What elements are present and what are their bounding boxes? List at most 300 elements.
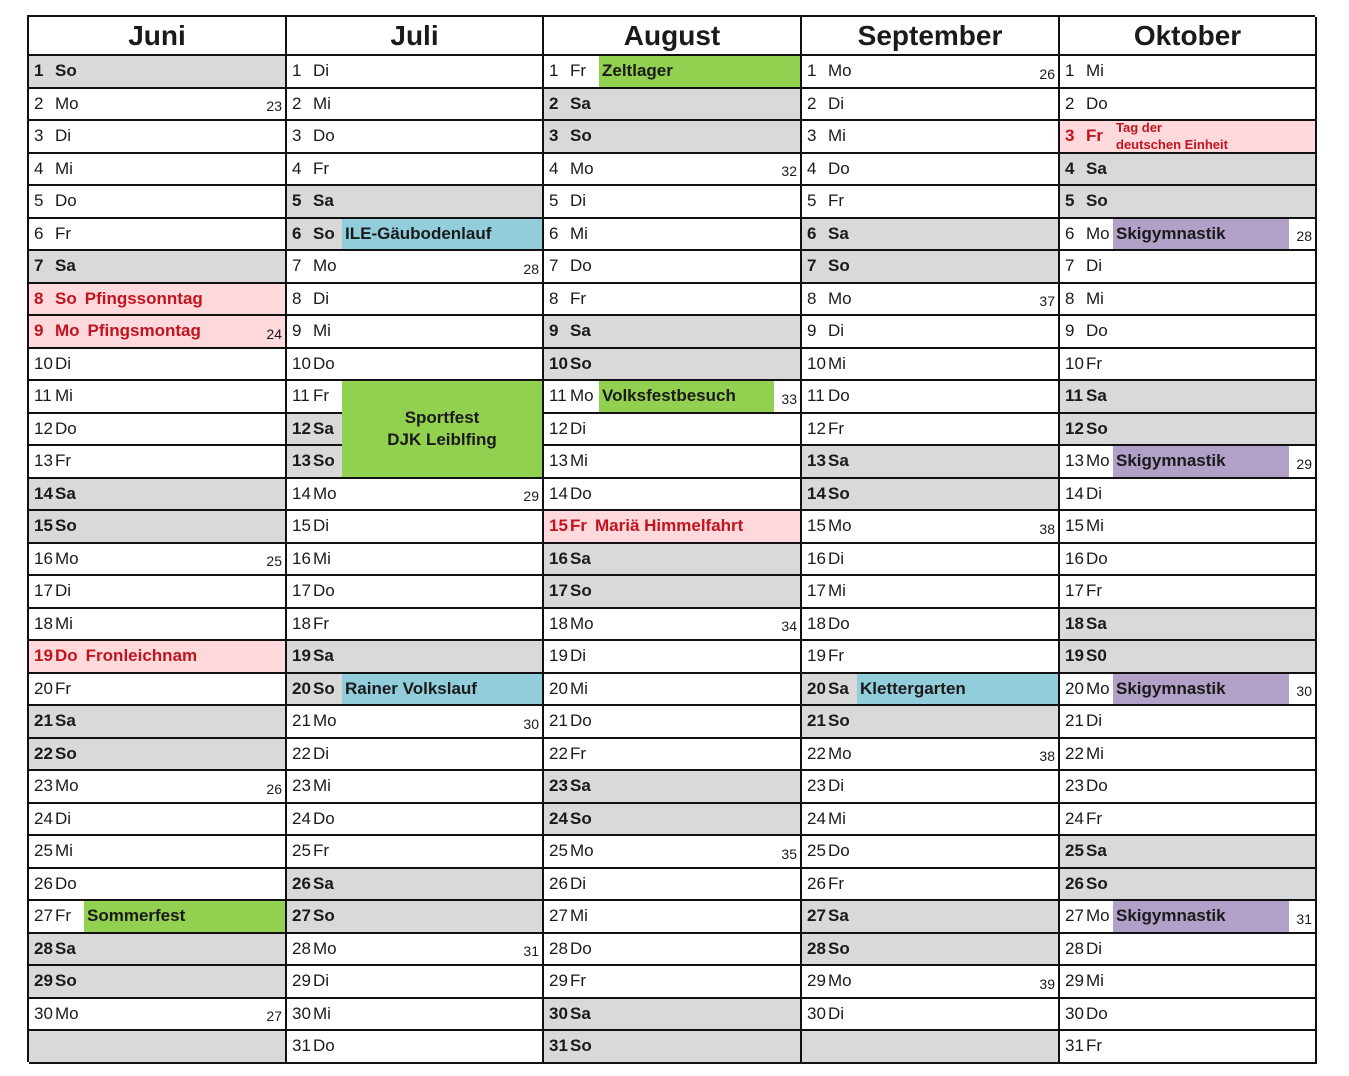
day-cell[interactable]: [29, 414, 287, 447]
day-name: Mi: [570, 223, 588, 243]
day-cell[interactable]: [29, 609, 287, 642]
day-cell[interactable]: [29, 999, 287, 1032]
day-cell[interactable]: [287, 804, 544, 837]
day-cell[interactable]: [544, 869, 802, 902]
week-number: 30: [523, 715, 539, 732]
day-cell[interactable]: [287, 674, 544, 707]
day-name: Do: [313, 1036, 335, 1056]
day-cell[interactable]: [287, 89, 544, 122]
day-cell[interactable]: [287, 739, 544, 772]
day-cell[interactable]: [1060, 771, 1317, 804]
day-name: So: [55, 288, 77, 308]
day-number: 16: [549, 548, 568, 568]
week-number: 38: [1039, 748, 1055, 764]
day-cell[interactable]: [287, 836, 544, 869]
day-name: Sa: [1086, 613, 1107, 633]
day-number: 5: [292, 191, 302, 211]
day-cell[interactable]: [29, 869, 287, 902]
week-number: 28: [1296, 228, 1312, 244]
day-name: Fr: [1086, 353, 1103, 373]
day-number: 19: [34, 646, 53, 666]
day-cell[interactable]: [544, 966, 802, 999]
day-cell[interactable]: [287, 56, 544, 89]
day-number: 14: [807, 483, 826, 503]
day-name: Mi: [828, 353, 846, 373]
day-cell[interactable]: [802, 674, 1060, 707]
day-number: 1: [807, 61, 817, 81]
week-number: 23: [266, 98, 282, 114]
day-name: So: [828, 711, 850, 731]
day-number: 19: [807, 646, 826, 666]
event-bar[interactable]: Skigymnastik: [1113, 901, 1289, 932]
day-cell[interactable]: [287, 869, 544, 902]
day-name: Di: [570, 873, 587, 893]
day-number: 24: [1065, 808, 1084, 828]
day-name: Mi: [313, 776, 331, 796]
day-cell[interactable]: [287, 251, 544, 284]
day-cell[interactable]: [29, 154, 287, 187]
day-cell[interactable]: [29, 89, 287, 122]
day-cell[interactable]: [544, 121, 802, 154]
day-cell[interactable]: [802, 511, 1060, 544]
day-name: So: [55, 516, 77, 536]
week-number: 37: [1039, 293, 1055, 309]
day-cell[interactable]: [1060, 381, 1317, 414]
day-number: 7: [1065, 256, 1075, 276]
event-bar[interactable]: Skigymnastik: [1113, 674, 1289, 705]
day-cell[interactable]: [802, 446, 1060, 479]
day-cell[interactable]: [1060, 804, 1317, 837]
day-cell[interactable]: [29, 966, 287, 999]
day-cell[interactable]: [544, 706, 802, 739]
event-bar[interactable]: Klettergarten: [857, 674, 1058, 705]
day-cell[interactable]: [544, 511, 802, 544]
day-cell[interactable]: [544, 674, 802, 707]
day-number: 4: [292, 158, 302, 178]
day-name: Mo: [828, 743, 852, 763]
day-number: 16: [807, 548, 826, 568]
day-cell[interactable]: [802, 771, 1060, 804]
event-block-sportfest[interactable]: [342, 381, 544, 479]
day-name: Sa: [1086, 158, 1107, 178]
day-cell[interactable]: [802, 121, 1060, 154]
day-cell[interactable]: [287, 771, 544, 804]
day-name: Sa: [570, 776, 591, 796]
day-number: 3: [549, 126, 559, 146]
day-cell[interactable]: [29, 544, 287, 577]
day-number: 22: [34, 743, 53, 763]
day-cell[interactable]: [544, 219, 802, 252]
day-number: 1: [34, 61, 44, 81]
day-number: 8: [549, 288, 559, 308]
day-cell[interactable]: [29, 674, 287, 707]
day-name: Mi: [55, 158, 73, 178]
day-name: Fr: [828, 418, 845, 438]
day-cell[interactable]: [29, 349, 287, 382]
day-name: Mo: [570, 386, 594, 406]
day-number: 28: [292, 938, 311, 958]
day-number: 21: [807, 711, 826, 731]
day-number: 25: [1065, 841, 1084, 861]
event-bar[interactable]: Zeltlager: [599, 56, 800, 87]
day-number: 26: [34, 873, 53, 893]
day-cell[interactable]: [287, 609, 544, 642]
day-cell[interactable]: [287, 349, 544, 382]
day-cell[interactable]: [802, 966, 1060, 999]
day-cell[interactable]: [29, 576, 287, 609]
day-cell[interactable]: [544, 349, 802, 382]
week-number: 29: [1296, 455, 1312, 472]
day-cell[interactable]: [802, 544, 1060, 577]
day-number: 26: [292, 873, 311, 893]
day-name: Di: [1086, 938, 1103, 958]
day-cell[interactable]: [1060, 121, 1317, 154]
day-number: 13: [34, 451, 53, 471]
day-cell[interactable]: [1060, 674, 1317, 707]
day-cell[interactable]: [29, 706, 287, 739]
day-cell[interactable]: [29, 771, 287, 804]
day-cell[interactable]: [287, 186, 544, 219]
day-number: 9: [549, 321, 559, 341]
holiday-label: [1113, 121, 1228, 152]
day-name: So: [55, 743, 77, 763]
event-bar[interactable]: ILE-Gäubodenlauf: [342, 219, 542, 250]
day-cell[interactable]: [544, 804, 802, 837]
day-cell[interactable]: [802, 576, 1060, 609]
day-cell[interactable]: [544, 934, 802, 967]
day-number: 15: [292, 516, 311, 536]
day-cell[interactable]: [544, 316, 802, 349]
day-number: 7: [34, 256, 44, 276]
week-number: 26: [266, 780, 282, 797]
day-name: Do: [55, 646, 78, 666]
day-number: 30: [549, 1003, 568, 1023]
week-number: 29: [523, 488, 539, 504]
day-number: 2: [1065, 93, 1075, 113]
day-name: Mo: [570, 158, 594, 178]
day-number: 7: [807, 256, 817, 276]
day-cell[interactable]: [802, 836, 1060, 869]
day-name: Di: [1086, 256, 1103, 276]
day-cell[interactable]: [802, 609, 1060, 642]
day-cell[interactable]: [287, 999, 544, 1032]
day-name: Fr: [55, 223, 72, 243]
event-bar[interactable]: Rainer Volkslauf: [342, 674, 542, 705]
day-number: 23: [807, 776, 826, 796]
day-number: 8: [292, 288, 302, 308]
day-cell[interactable]: [287, 154, 544, 187]
day-name: Mi: [1086, 971, 1104, 991]
day-name: Di: [55, 126, 72, 146]
day-cell[interactable]: [1060, 446, 1317, 479]
day-number: 28: [807, 938, 826, 958]
day-cell[interactable]: [1060, 934, 1317, 967]
day-cell[interactable]: [544, 479, 802, 512]
day-cell[interactable]: [287, 934, 544, 967]
day-cell[interactable]: [544, 739, 802, 772]
day-cell[interactable]: [29, 836, 287, 869]
holiday-line: deutschen Einheit: [1116, 137, 1228, 153]
day-cell[interactable]: [1060, 869, 1317, 902]
day-number: 22: [292, 743, 311, 763]
day-name: Fr: [570, 61, 587, 81]
week-number: 32: [781, 163, 797, 179]
day-name: Fr: [313, 613, 330, 633]
week-number: 34: [781, 618, 797, 634]
day-cell[interactable]: [802, 869, 1060, 902]
day-number: 27: [807, 906, 826, 926]
day-number: 10: [549, 353, 568, 373]
day-name: So: [828, 483, 850, 503]
day-cell[interactable]: [1060, 219, 1317, 252]
day-cell[interactable]: [1060, 576, 1317, 609]
day-cell[interactable]: [287, 901, 544, 934]
day-cell[interactable]: [29, 804, 287, 837]
day-cell[interactable]: [287, 511, 544, 544]
day-cell[interactable]: [544, 56, 802, 89]
day-name: So: [313, 678, 335, 698]
day-cell[interactable]: [1060, 739, 1317, 772]
day-number: 30: [807, 1003, 826, 1023]
day-number: 28: [1065, 938, 1084, 958]
day-cell[interactable]: [287, 576, 544, 609]
day-number: 20: [34, 678, 53, 698]
day-cell[interactable]: [1060, 544, 1317, 577]
day-number: 16: [292, 548, 311, 568]
day-cell[interactable]: [29, 186, 287, 219]
day-number: 31: [549, 1036, 568, 1056]
week-number: 26: [1039, 65, 1055, 82]
day-cell[interactable]: [1060, 316, 1317, 349]
day-name: Mi: [828, 126, 846, 146]
day-cell[interactable]: [1060, 89, 1317, 122]
day-number: 22: [549, 743, 568, 763]
day-number: 23: [34, 776, 53, 796]
day-cell[interactable]: [802, 316, 1060, 349]
day-number: 22: [807, 743, 826, 763]
day-cell[interactable]: [544, 901, 802, 934]
day-name: Di: [570, 646, 587, 666]
day-number: 13: [549, 451, 568, 471]
day-cell[interactable]: [802, 251, 1060, 284]
day-cell[interactable]: [287, 479, 544, 512]
day-name: Di: [313, 516, 330, 536]
day-cell[interactable]: [29, 934, 287, 967]
day-name: Fr: [313, 386, 330, 406]
day-number: 6: [292, 223, 302, 243]
day-number: 2: [292, 93, 302, 113]
day-cell[interactable]: [544, 771, 802, 804]
day-number: 2: [34, 93, 44, 113]
day-number: 24: [292, 808, 311, 828]
event-block-text: [387, 407, 497, 451]
day-cell[interactable]: [29, 1031, 287, 1064]
day-cell[interactable]: [544, 414, 802, 447]
day-cell[interactable]: [1060, 966, 1317, 999]
day-cell[interactable]: [287, 966, 544, 999]
day-number: 17: [292, 581, 311, 601]
day-number: 27: [292, 906, 311, 926]
day-number: 30: [34, 1003, 53, 1023]
day-cell[interactable]: [802, 641, 1060, 674]
day-number: 24: [807, 808, 826, 828]
day-name: Mi: [1086, 516, 1104, 536]
day-name: Mo: [1086, 451, 1110, 471]
day-number: 12: [1065, 418, 1084, 438]
day-cell[interactable]: [544, 576, 802, 609]
day-cell[interactable]: [1060, 511, 1317, 544]
event-bar[interactable]: Volksfestbesuch: [599, 381, 774, 412]
day-number: 5: [34, 191, 44, 211]
day-cell[interactable]: [802, 56, 1060, 89]
day-cell[interactable]: [1060, 901, 1317, 934]
day-cell[interactable]: [544, 999, 802, 1032]
day-name: Mo: [828, 288, 852, 308]
event-bar[interactable]: Skigymnastik: [1113, 446, 1289, 477]
day-cell[interactable]: [29, 316, 287, 349]
day-cell[interactable]: [1060, 999, 1317, 1032]
day-number: 6: [1065, 223, 1075, 243]
day-name: So: [828, 256, 850, 276]
day-cell[interactable]: [29, 56, 287, 89]
day-name: So: [570, 581, 592, 601]
day-cell[interactable]: [287, 219, 544, 252]
day-cell[interactable]: [802, 1031, 1060, 1064]
day-cell[interactable]: [802, 414, 1060, 447]
day-name: Sa: [828, 451, 849, 471]
day-cell[interactable]: [29, 641, 287, 674]
month-header-august: August: [544, 17, 802, 56]
day-cell[interactable]: [1060, 706, 1317, 739]
day-name: So: [313, 906, 335, 926]
event-bar[interactable]: Skigymnastik: [1113, 219, 1289, 250]
day-cell[interactable]: [544, 284, 802, 317]
day-cell[interactable]: [29, 219, 287, 252]
day-cell[interactable]: [29, 901, 287, 934]
day-cell[interactable]: [29, 381, 287, 414]
day-cell[interactable]: [544, 641, 802, 674]
day-name: S0: [1086, 646, 1107, 666]
day-number: 15: [549, 516, 568, 536]
day-cell[interactable]: [544, 89, 802, 122]
day-name: Di: [55, 581, 72, 601]
day-cell[interactable]: [802, 739, 1060, 772]
day-name: So: [313, 223, 335, 243]
day-cell[interactable]: [1060, 284, 1317, 317]
day-name: Di: [1086, 711, 1103, 731]
day-cell[interactable]: [802, 349, 1060, 382]
day-cell[interactable]: [802, 999, 1060, 1032]
day-number: 19: [549, 646, 568, 666]
day-cell[interactable]: [802, 284, 1060, 317]
day-name: Mo: [55, 1003, 79, 1023]
day-cell[interactable]: [802, 901, 1060, 934]
day-number: 28: [549, 938, 568, 958]
day-number: 21: [34, 711, 53, 731]
day-cell[interactable]: [29, 739, 287, 772]
day-cell[interactable]: [802, 706, 1060, 739]
day-name: So: [570, 126, 592, 146]
day-cell[interactable]: [287, 641, 544, 674]
day-cell[interactable]: [29, 284, 287, 317]
day-name: Fr: [570, 971, 587, 991]
day-cell[interactable]: [802, 381, 1060, 414]
day-cell[interactable]: [802, 89, 1060, 122]
day-number: 6: [807, 223, 817, 243]
day-name: Do: [570, 938, 592, 958]
day-number: 18: [549, 613, 568, 633]
day-cell[interactable]: [29, 446, 287, 479]
day-cell[interactable]: [1060, 154, 1317, 187]
day-number: 11: [292, 386, 310, 406]
event-bar[interactable]: Sommerfest: [84, 901, 285, 932]
month-header-september: September: [802, 17, 1060, 56]
day-number: 12: [549, 418, 568, 438]
day-cell[interactable]: [802, 154, 1060, 187]
day-cell[interactable]: [287, 544, 544, 577]
day-cell[interactable]: [1060, 609, 1317, 642]
day-name: Mi: [55, 386, 73, 406]
day-cell[interactable]: [29, 121, 287, 154]
day-cell[interactable]: [544, 251, 802, 284]
day-cell[interactable]: [544, 836, 802, 869]
day-cell[interactable]: [802, 934, 1060, 967]
day-cell[interactable]: [544, 446, 802, 479]
day-cell[interactable]: [1060, 186, 1317, 219]
day-cell[interactable]: [29, 511, 287, 544]
week-number: 31: [523, 943, 539, 959]
day-cell[interactable]: [544, 154, 802, 187]
day-name: Fr: [55, 678, 72, 698]
day-cell[interactable]: [1060, 641, 1317, 674]
day-cell[interactable]: [1060, 1031, 1317, 1064]
day-cell[interactable]: [802, 804, 1060, 837]
day-cell[interactable]: [287, 284, 544, 317]
day-cell[interactable]: [544, 381, 802, 414]
day-cell[interactable]: [1060, 479, 1317, 512]
day-name: So: [570, 353, 592, 373]
day-cell[interactable]: [287, 706, 544, 739]
event-line: DJK Leiblfing: [387, 429, 497, 449]
day-number: 17: [549, 581, 568, 601]
day-cell[interactable]: [544, 186, 802, 219]
day-number: 3: [807, 126, 817, 146]
day-number: 27: [1065, 906, 1084, 926]
day-number: 28: [34, 938, 53, 958]
day-cell[interactable]: [287, 1031, 544, 1064]
day-cell[interactable]: [1060, 349, 1317, 382]
day-cell[interactable]: [1060, 414, 1317, 447]
month-header-oktober: Oktober: [1060, 17, 1317, 56]
day-cell[interactable]: [802, 479, 1060, 512]
day-cell[interactable]: [1060, 251, 1317, 284]
day-cell[interactable]: [29, 251, 287, 284]
day-cell[interactable]: [1060, 56, 1317, 89]
day-number: 23: [549, 776, 568, 796]
day-cell[interactable]: [544, 1031, 802, 1064]
day-number: 26: [549, 873, 568, 893]
day-cell[interactable]: [802, 186, 1060, 219]
day-name: Mo: [313, 938, 337, 958]
day-name: Mi: [55, 613, 73, 633]
day-cell[interactable]: [544, 609, 802, 642]
day-cell[interactable]: [287, 121, 544, 154]
day-cell[interactable]: [802, 219, 1060, 252]
day-cell[interactable]: [544, 544, 802, 577]
day-cell[interactable]: [29, 479, 287, 512]
day-cell[interactable]: [287, 316, 544, 349]
day-cell[interactable]: [1060, 836, 1317, 869]
